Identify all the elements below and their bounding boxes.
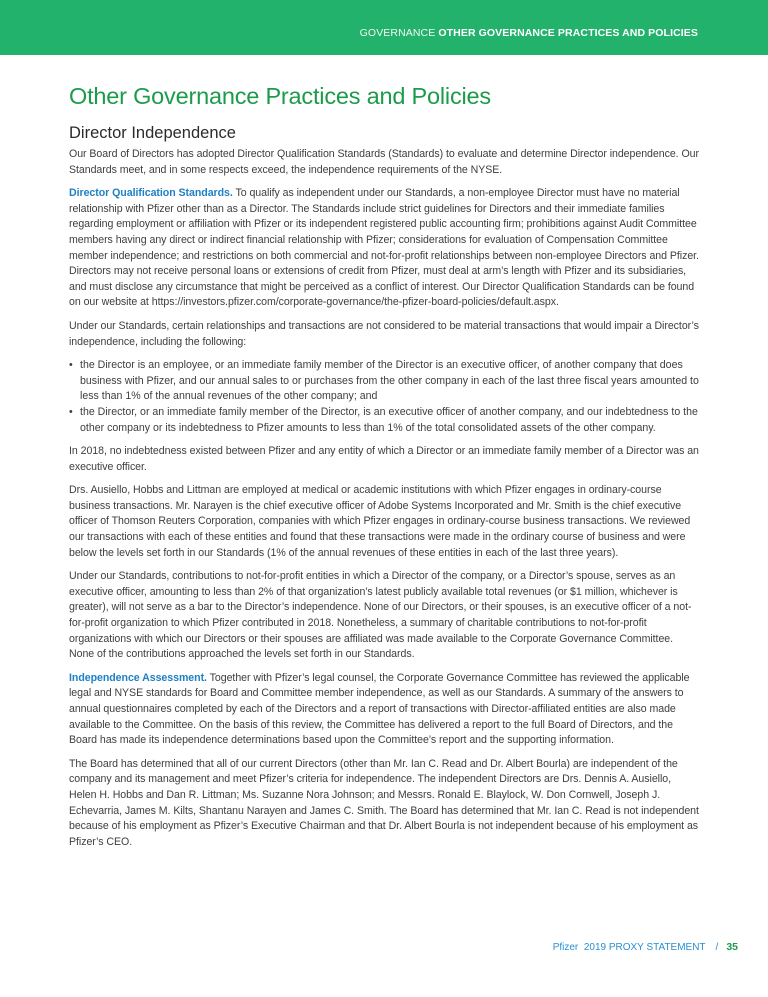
breadcrumb-section: GOVERNANCE xyxy=(359,27,436,39)
breadcrumb xyxy=(360,27,698,39)
list-item xyxy=(69,405,701,436)
indebtedness-paragraph: In 2018, no indebtedness existed between Pfizer and any entity of which a Director or an immediate family member of a Director was an executive officer. xyxy=(69,445,699,473)
qualification-paragraph xyxy=(69,186,701,311)
footer-label: Pfizer 2019 PROXY STATEMENT xyxy=(552,942,706,953)
section-heading: Director Independence xyxy=(69,124,236,142)
qualification-lead: Director Qualification Standards. xyxy=(69,187,233,200)
intro-paragraph: Our Board of Directors has adopted Director Qualification Standards (Standards) to evaluate and determine Director independence. Our Standards meet, and in some respects exceed, the independence requirements of the NYSE. xyxy=(69,148,699,176)
page-footer xyxy=(553,941,738,953)
list-item-text: the Director is an employee, or an immediate family member of the Director is an executive officer, of another company that does business with Pfizer, and our annual sales to or purchases from the other company in each of the last three fiscal years amounted to less than 1% of the annual revenues of the other company; and xyxy=(80,359,699,403)
list-item-text: the Director, or an immediate family member of the Director, is an executive officer of another company, and our indebtedness to the other company or its indebtedness to Pfizer amounts to less than 1% of the total consolidated assets of the other company. xyxy=(80,405,698,434)
breadcrumb-subsection: OTHER GOVERNANCE PRACTICES AND POLICIES xyxy=(438,27,698,39)
page-number: 35 xyxy=(726,941,738,953)
criteria-list xyxy=(69,358,701,436)
bullet-icon: • xyxy=(69,405,73,418)
bullet-icon: • xyxy=(69,359,73,372)
contributions-paragraph: Under our Standards, contributions to not-for-profit entities in which a Director of the company, or a Director’s spouse, serves as an executive officer, amounting to less than 2% of that organization’s latest publicly available total revenues (or $1 million, whichever is greater), will not serve as a bar to the Director’s independence. None of our Directors, or their spouses, is an executive officer of a not-for-profit organization to which Pfizer contributed in 2018. Nonetheless, a summary of charitable contributions to not-for-profit organizations with which our Directors or their spouses are affiliated was made available to the Corporate Governance Committee. None of the contributions approached the levels set forth in our Standards. xyxy=(69,570,692,661)
assessment-paragraph xyxy=(69,671,701,749)
material-intro-paragraph: Under our Standards, certain relationships and transactions are not considered to be material transactions that would impair a Director’s independence, including the following: xyxy=(69,319,699,348)
determination-paragraph: The Board has determined that all of our current Directors (other than Mr. Ian C. Read and Dr. Albert Bourla) are independent of the company and its management and meet Pfizer’s criteria for independence. The independent Directors are Drs. Dennis A. Ausiello, Helen H. Hobbs and Dan R. Littman; Ms. Suzanne Nora Johnson; and Messrs. Ronald E. Blaylock, W. Don Cornwell, Joseph J. Echevarria, James M. Kilts, Shantanu Narayen and James C. Smith. The Board has determined that Mr. Ian C. Read is not independent because of his employment as Pfizer’s Executive Chairman and that Dr. Albert Bourla is not independent because of his employment as Pfizer’s CEO. xyxy=(69,757,699,848)
list-item xyxy=(69,358,701,405)
main-content xyxy=(69,83,701,858)
institutions-paragraph: Drs. Ausiello, Hobbs and Littman are employed at medical or academic institutions with which Pfizer engages in ordinary-course business transactions. Mr. Narayen is the chief executive officer of Adobe Systems Incorporated and Mr. Smith is the chief executive officer of Thomson Reuters Corporation, companies with which Pfizer engages in ordinary-course business transactions. We reviewed our transactions with each of these entities and found that these transactions were made in the ordinary course of business and were below the levels set forth in our Standards (1% of the annual revenues of these entities in each of the last three years). xyxy=(69,484,691,559)
qualification-body: To qualify as independent under our Standards, a non-employee Director must have no material relationship with Pfizer other than as a Director. The Standards include strict guidelines for Directors and their immediate families regarding employment or affiliation with Pfizer or its independent registered public accounting firm; prohibitions against Audit Committee members having any direct or indirect financial relationship with Pfizer; considerations for evaluation of Compensation Committee member independence; and restrictions on both commercial and not-for-profit relationships between non-employee Directors and Pfizer. Directors may not receive personal loans or extensions of credit from Pfizer, must deal at arm’s length with Pfizer and its subsidiaries, and must disclose any circumstance that might be perceived as a conflict of interest. Our Director Qualification Standards can be found on our website at https://investors.pfizer.com/corporate-governance/the-pfizer-board-policies/default.aspx. xyxy=(69,187,699,309)
assessment-body: Together with Pfizer’s legal counsel, the Corporate Governance Committee has reviewed the applicable legal and NYSE standards for Board and Committee member independence, as well as our Standards. A summary of the answers to annual questionnaires completed by each of the Directors and a report of transactions with Director-affiliated entities are also made available to the Committee. On the basis of this review, the Committee has delivered a report to the full Board of Directors, and the Board has made its independence determinations based upon the Committee’s report and the supporting information. xyxy=(69,671,690,747)
page-title: Other Governance Practices and Policies xyxy=(69,83,491,109)
footer-separator: / xyxy=(715,942,719,953)
header-bar xyxy=(0,0,768,55)
assessment-lead: Independence Assessment. xyxy=(69,671,207,684)
